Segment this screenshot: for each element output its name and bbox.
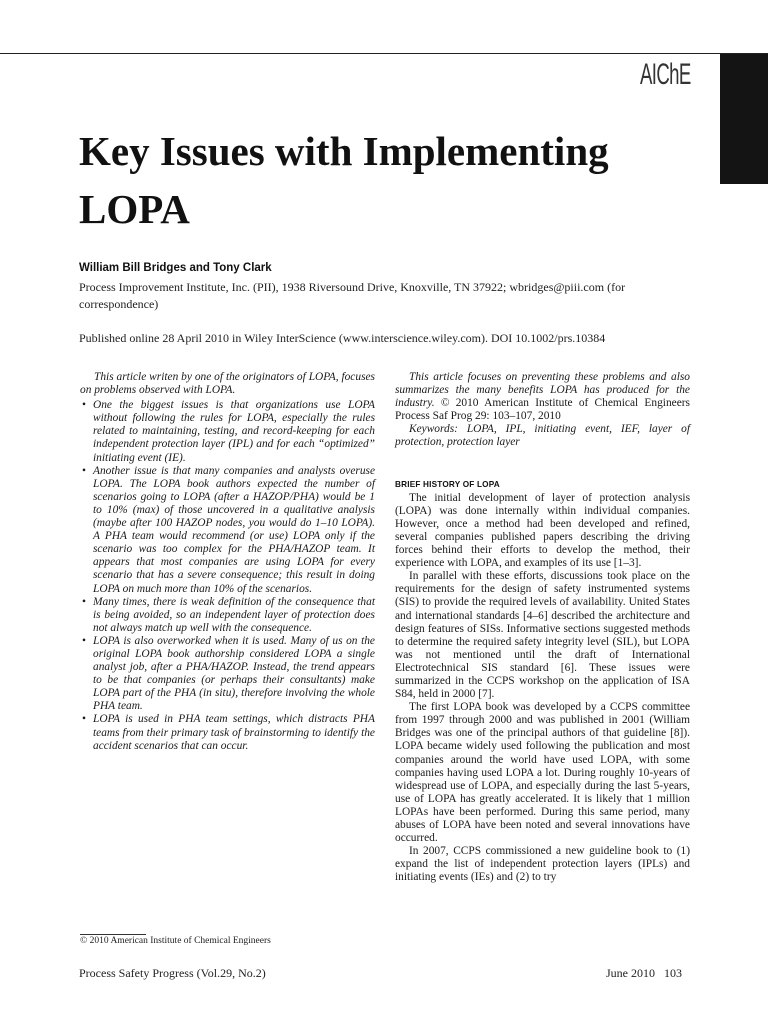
body-paragraph: In 2007, CCPS commissioned a new guideline book to (1) expand the list of independent protection layers (IPLs) and initiating events (IEs) and (2) to try <box>395 845 690 884</box>
abstract-bullet: • Another issue is that many companies and analysts overuse LOPA. The LOPA book authors expected the number of scenarios going to LOPA (after a HAZOP/PHA) would be 1 to 10% (max) of those uncovered in a qualitative analysis (maybe after 100 HAZOP nodes, you would do 1–10 LOPA). A PHA team would recommend (or use) LOPA only if the scenario was too complex for the PHA/HAZOP team. It appears that most companies are using LOPA for every scenario that has a severe consequence; this result in doing LOPA on much more than 10% of the scenarios. <box>82 464 375 595</box>
body-paragraph: The first LOPA book was developed by a CCPS committee from 1997 through 2000 and was published in 2001 (William Bridges was one of the principal authors of that guideline [8]). LOPA became widely used following the publication and most companies around the world have used LOPA, with some companies having used LOPA a lot. During roughly 10-years of widespread use of LOPA, and especially during the last 5-years, use of LOPA has greatly accelerated. It is likely that 1 million LOPAs have been performed. During this same period, many abuses of LOPA have been noted and several innovations have occurred. <box>395 701 690 845</box>
bullet-icon: • <box>82 713 86 726</box>
date-page-number: June 2010 103 <box>606 966 682 980</box>
article-authors: William Bill Bridges and Tony Clark <box>79 262 272 274</box>
abstract-bullet-list <box>80 399 375 753</box>
footnote-rule <box>80 934 146 935</box>
abstract-focus: This article focuses on preventing these problems and also summarizes the many benefits LOPA has produced for the industry. © 2010 American Institute of Chemical Engineers Process Saf Prog 29: 103–107, 2010 <box>395 371 690 423</box>
bullet-icon: • <box>82 464 86 477</box>
publication-info: Published online 28 April 2010 in Wiley InterScience (www.interscience.wiley.com). DOI 10.1002/prs.10384 <box>79 331 606 345</box>
author-affiliation: Process Improvement Institute, Inc. (PII), 1938 Riversound Drive, Knoxville, TN 37922; wbridges@piii.com (for correspondence) <box>79 280 626 311</box>
footnote-copyright: © 2010 American Institute of Chemical Engineers <box>80 936 271 946</box>
abstract-bullet: • LOPA is also overworked when it is used. Many of us on the original LOPA book authorship considered LOPA a single analyst job, after a PHA/HAZOP. Instead, the trend appears to be that companies (or perhaps their consultants) make LOPA part of the PHA (in situ), therefore involving the whole PHA team. <box>82 634 375 713</box>
abstract-left-column <box>80 371 375 753</box>
abstract-bullet: • One the biggest issues is that organizations use LOPA without following the rules for LOPA, especially the rules related to maintaining, testing, and record-keeping for each independent protection layer (IPL) and for each “optimized” initiating event (IE). <box>82 399 375 464</box>
top-rule <box>0 53 768 54</box>
abstract-bullet: • Many times, there is weak definition of the consequence that is being avoided, so an independent layer of protection does not always match up well with the consequence. <box>82 595 375 634</box>
article-title: Key Issues with Implementing LOPA <box>79 128 609 232</box>
journal-name: Process Safety Progress (Vol.29, No.2) <box>79 966 266 980</box>
body-paragraph: In parallel with these efforts, discussions took place on the requirements for the design of safety instrumented systems (SIS) to provide the required levels of availability. United States and international standards [4–6] described the architecture and design features of SISs. Informative sections suggested methods to determine the required safety integrity level (SIL), but LOPA was not mentioned until the draft of International Electrotechnical SIS standard [6]. These issues were summarized in the CCPS workshop on the application of ISA S84, held in 2000 [7]. <box>395 570 690 701</box>
bullet-icon: • <box>82 595 86 608</box>
bullet-icon: • <box>82 634 86 647</box>
side-tab-marker <box>720 54 768 184</box>
aiche-logo: AIChE <box>640 58 691 91</box>
body-paragraph: The initial development of layer of protection analysis (LOPA) was done internally within individual companies. However, once a method had been developed and refined, several companies published papers describing the driving forces behind their efforts to develop the method, their experience with LOPA, and examples of its use [1–3]. <box>395 491 690 570</box>
keywords: Keywords: LOPA, IPL, initiating event, IEF, layer of protection, protection layer <box>395 423 690 449</box>
abstract-intro: This article writen by one of the originators of LOPA, focuses on problems observed with LOPA. <box>80 371 375 397</box>
abstract-copyright: © 2010 American Institute of Chemical Engineers Process Saf Prog 29: 103–107, 2010 <box>395 397 690 423</box>
bullet-icon: • <box>82 399 86 412</box>
abstract-bullet: • LOPA is used in PHA team settings, which distracts PHA teams from their primary task of brainstorming to identify the accident scenarios that can occur. <box>82 713 375 752</box>
section-heading: BRIEF HISTORY OF LOPA <box>395 479 500 489</box>
right-column <box>395 371 690 884</box>
